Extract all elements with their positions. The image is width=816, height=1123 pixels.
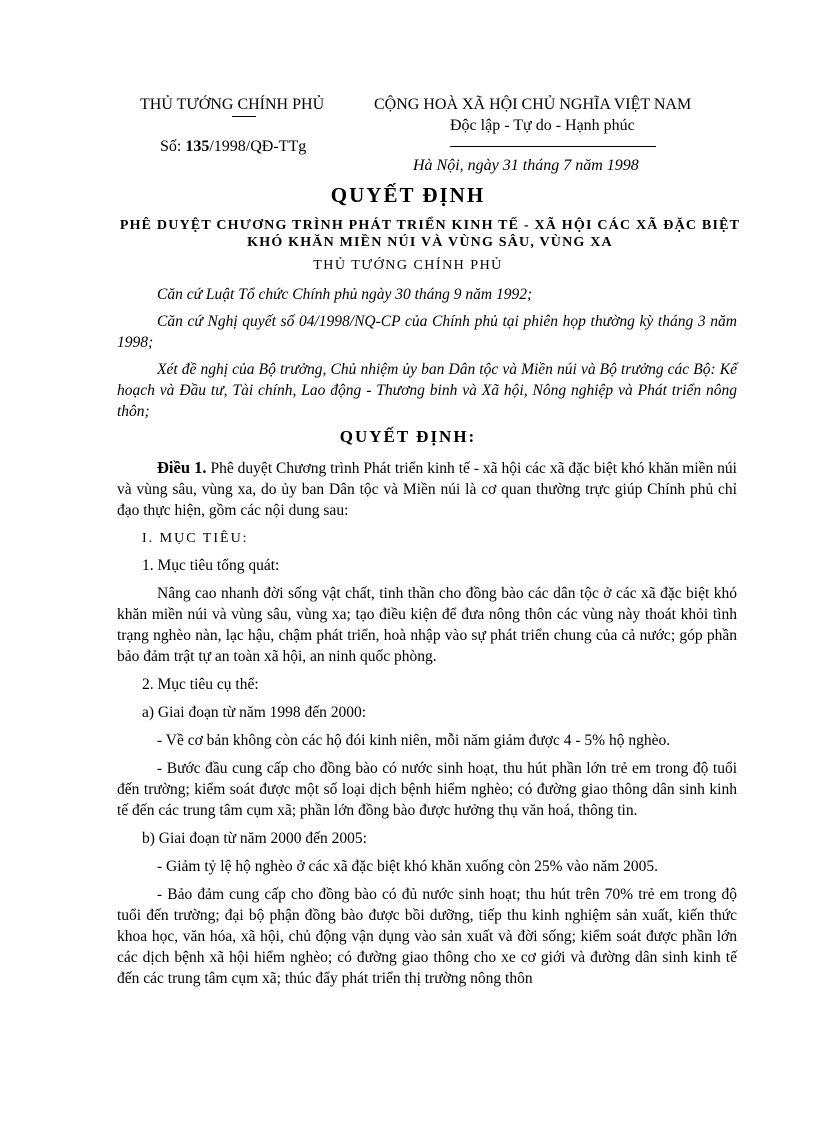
phase-a-item-2: - Bước đầu cung cấp cho đồng bào có nước sinh hoạt, thu hút phần lớn trẻ em trong độ tuổi đến trường; kiểm soát được một số loại dịch bệnh hiểm nghèo; có đường giao thông dân sinh kinh tế đến các trung tâm cụm xã; phần lớn đồng bào được hưởng thụ văn hoá, thông tin. [117, 760, 737, 819]
issuing-agency: THỦ TƯỚNG CHÍNH PHỦ [140, 96, 325, 113]
doc-no-rest: /1998/QĐ-TTg [209, 138, 307, 155]
phase-b-item-2: - Bảo đảm cung cấp cho đồng bào có đủ nước sinh hoạt; thu hút trên 70% trẻ em trong độ tuổi đến trường; đại bộ phận đồng bào được bồi dưỡng, tiếp thu kinh nghiệm sản xuất, kiến thức khoa học, văn hóa, xã hội, chủ động vận dụng vào sản xuất và đời sống; kiểm soát được phần lớn các dịch bệnh xã hội hiểm nghèo; có đường giao thông cho xe cơ giới và đường dân sinh kinh tế đến các trung tâm cụm xã; thúc đẩy phát triển thị trường nông thôn [117, 886, 737, 987]
article-1-text: Phê duyệt Chương trình Phát triển kinh tế - xã hội các xã đặc biệt khó khăn miền núi và vùng sâu, vùng xa, do ủy ban Dân tộc và Miền núi là cơ quan thường trực giúp Chính phủ chỉ đạo thực hiện, gồm các nội dung sau: [117, 460, 737, 519]
article-1-label: Điều 1. [157, 458, 207, 477]
phase-a-item-1: - Về cơ bản không còn các hộ đói kinh niên, mỗi năm giảm được 4 - 5% hộ nghèo. [157, 732, 671, 749]
article-1-paragraph [117, 457, 737, 521]
document-number [160, 138, 306, 156]
article-1 [117, 457, 737, 989]
agency-underline [232, 116, 256, 117]
phase-a-label: a) Giai đoạn từ năm 1998 đến 2000: [142, 704, 367, 721]
general-goal-text: Nâng cao nhanh đời sống vật chất, tinh thần cho đồng bào các dân tộc ở các xã đặc biệt khó khăn miền núi và vùng sâu, vùng xa; tạo điều kiện để đưa nông thôn các vùng này thoát khỏi tình trạng nghèo nàn, lạc hậu, chậm phát triển, hoà nhập vào sự phát triển chung của cả nước; góp phần bảo đảm trật tự an toàn xã hội, an ninh quốc phòng. [117, 585, 737, 665]
decision-heading: QUYẾT ĐỊNH: [339, 427, 477, 446]
basis-2: Căn cứ Nghị quyết số 04/1998/NQ-CP của Chính phủ tại phiên họp thường kỳ tháng 3 năm 1998; [117, 313, 737, 351]
specific-goal-label: 2. Mục tiêu cụ thể: [142, 676, 259, 693]
document-title: QUYẾT ĐỊNH [330, 183, 486, 207]
authority-line: THỦ TƯỚNG CHÍNH PHỦ [313, 258, 503, 273]
phase-b-label: b) Giai đoạn từ năm 2000 đến 2005: [142, 830, 367, 847]
doc-no-bold: 135 [185, 138, 210, 155]
phase-b-item-1: - Giảm tỷ lệ hộ nghèo ở các xã đặc biệt khó khăn xuống còn 25% vào năm 2005. [157, 858, 659, 875]
legal-bases [117, 284, 737, 422]
basis-3: Xét đề nghị của Bộ trưởng, Chủ nhiệm ủy ban Dân tộc và Miền núi và Bộ trưởng các Bộ: Kế hoạch và Đầu tư, Tài chính, Lao động - Thương binh và Xã hội, Nông nghiệp và Phát triển nông thôn; [117, 361, 737, 420]
country-name: CỘNG HOÀ XÃ HỘI CHỦ NGHĨA VIỆT NAM [374, 96, 692, 113]
document-subtitle: PHÊ DUYỆT CHƯƠNG TRÌNH PHÁT TRIỂN KINH TẾ - XÃ HỘI CÁC XÃ ĐẶC BIỆT KHÓ KHĂN MIỀN NÚI VÀ VÙNG SÂU, VÙNG XA [119, 218, 741, 250]
section-1-heading: I. MỤC TIÊU: [142, 531, 249, 546]
issue-date: Hà Nội, ngày 31 tháng 7 năm 1998 [413, 157, 639, 174]
general-goal-label: 1. Mục tiêu tổng quát: [142, 557, 280, 574]
basis-1: Căn cứ Luật Tổ chức Chính phủ ngày 30 tháng 9 năm 1992; [157, 286, 533, 303]
national-motto: Độc lập - Tự do - Hạnh phúc [450, 117, 635, 134]
motto-underline [450, 146, 656, 147]
doc-no-label: Số: [160, 138, 182, 155]
